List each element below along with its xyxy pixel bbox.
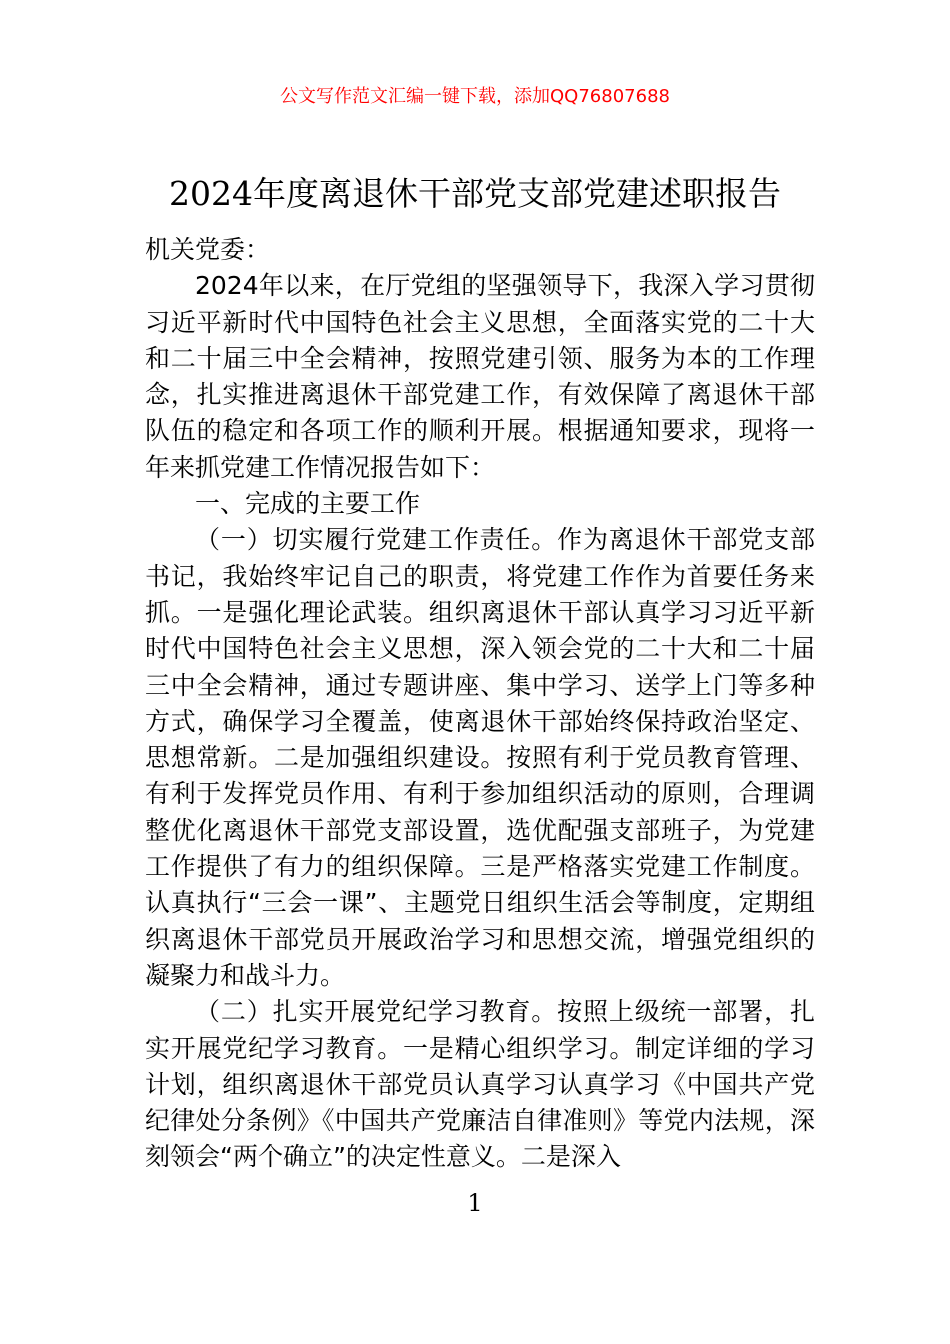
document-body — [145, 232, 815, 1176]
body-paragraph-2: （二）扎实开展党纪学习教育。按照上级统一部署，扎实开展党纪学习教育。一是精心组织学习。制定详细的学习计划，组织离退休干部党员认真学习认真学习《中国共产党纪律处分条例》《中国共产党廉洁自律准则》等党内法规，深刻领会“两个确立”的决定性意义。二是深入 — [145, 997, 815, 1172]
download-banner: 公文写作范文汇编一键下载，添加QQ76807688 — [280, 86, 670, 107]
page-number: 1 — [467, 1189, 483, 1217]
intro-paragraph: 2024年以来，在厅党组的坚强领导下，我深入学习贯彻习近平新时代中国特色社会主义思想，全面落实党的二十大和二十届三中全会精神，按照党建引领、服务为本的工作理念，扎实推进离退休干部党建工作，有效保障了离退休干部队伍的稳定和各项工作的顺利开展。根据通知要求，现将一年来抓党建工作情况报告如下： — [145, 271, 815, 482]
body-paragraph-1: （一）切实履行党建工作责任。作为离退休干部党支部书记，我始终牢记自己的职责，将党建工作作为首要任务来抓。一是强化理论武装。组织离退休干部认真学习习近平新时代中国特色社会主义思想，深入领会党的二十大和二十届三中全会精神，通过专题讲座、集中学习、送学上门等多种方式，确保学习全覆盖，使离退休干部始终保持政治坚定、思想常新。二是加强组织建设。按照有利于党员教育管理、有利于发挥党员作用、有利于参加组织活动的原则，合理调整优化离退休干部党支部设置，选优配强支部班子，为党建工作提供了有力的组织保障。三是严格落实党建工作制度。认真执行“三会一课”、主题党日组织生活会等制度，定期组织离退休干部党员开展政治学习和思想交流，增强党组织的凝聚力和战斗力。 — [145, 525, 815, 990]
section-heading: 一、完成的主要工作 — [195, 489, 421, 519]
salutation: 机关党委： — [145, 235, 271, 264]
document-title: 2024年度离退休干部党支部党建述职报告 — [169, 174, 781, 213]
